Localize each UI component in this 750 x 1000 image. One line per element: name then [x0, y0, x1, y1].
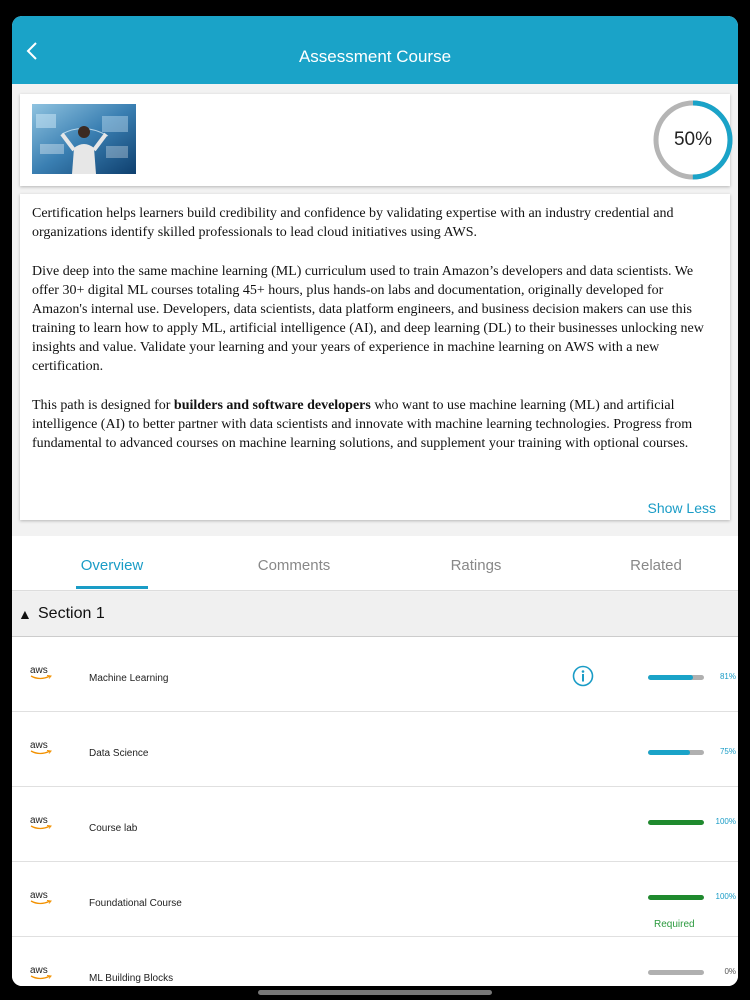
progress-percent-label: 100%	[715, 817, 736, 826]
logo-text: aws	[30, 665, 48, 676]
nav-header	[12, 16, 738, 84]
course-summary-card	[20, 94, 730, 186]
progress-bar	[648, 750, 704, 755]
tab-bar	[12, 536, 738, 591]
app-screen	[12, 16, 738, 986]
description-text: who want to use machine learning (ML) and artificial intelligence (AI) to better partner with data scientists and innovate with machine learning technologies. Progress from fundamental to advanced courses on machine learning solutions, and supplement your training with optional courses.	[32, 398, 693, 451]
section-title: Section 1	[38, 605, 105, 622]
description-text: This path is designed for	[32, 398, 174, 413]
page-title: Assessment Course	[298, 47, 452, 66]
active-tab-indicator	[76, 586, 148, 589]
item-title: Data Science	[89, 748, 149, 759]
description-bold-text: builders and software developers	[173, 398, 371, 413]
tab-comments[interactable]: Comments	[257, 557, 331, 574]
aws-logo-icon	[30, 965, 60, 985]
progress-bar	[648, 970, 704, 975]
logo-text: aws	[30, 740, 48, 751]
tab-related[interactable]: Related	[630, 557, 682, 574]
section-header[interactable]	[12, 592, 738, 637]
tab-overview[interactable]: Overview	[80, 557, 144, 574]
progress-bar	[648, 675, 704, 680]
tab-ratings[interactable]: Ratings	[450, 557, 502, 574]
list-item[interactable]	[12, 712, 738, 787]
progress-percent: 50%	[673, 129, 713, 150]
progress-percent-label: 75%	[719, 747, 736, 756]
logo-text: aws	[30, 965, 48, 976]
progress-bar	[648, 820, 704, 825]
aws-logo-icon	[30, 890, 60, 910]
item-title: ML Building Blocks	[89, 973, 174, 984]
collapse-triangle-icon: ▲	[18, 606, 32, 622]
item-title: Course lab	[89, 823, 138, 834]
aws-logo-icon	[30, 740, 60, 760]
show-less-link[interactable]: Show Less	[647, 500, 716, 516]
progress-percent-label: 100%	[715, 892, 736, 901]
progress-bar-fill	[648, 750, 690, 755]
logo-text: aws	[30, 890, 48, 901]
item-title: Foundational Course	[89, 898, 182, 909]
course-item-list	[12, 637, 738, 986]
progress-bar-fill	[648, 895, 704, 900]
list-item[interactable]	[12, 862, 738, 937]
info-icon[interactable]	[572, 665, 594, 687]
progress-bar-fill	[648, 675, 693, 680]
description-paragraph-3	[32, 396, 718, 453]
back-chevron-icon[interactable]	[22, 40, 44, 62]
progress-bar-fill	[648, 820, 704, 825]
progress-percent-label: 0%	[724, 967, 736, 976]
course-description-card	[20, 194, 730, 520]
list-item[interactable]	[12, 937, 738, 986]
item-title: Machine Learning	[89, 673, 169, 684]
aws-logo-icon	[30, 815, 60, 835]
description-paragraph-2: Dive deep into the same machine learning (ML) curriculum used to train Amazon’s developers and data scientists. We offer 30+ digital ML courses totaling 45+ hours, plus hands-on labs and documentation, originally developed for Amazon's internal use. Developers, data scientists, data platform engineers, and business decision makers can use this training to learn how to apply ML, artificial intelligence (AI), and deep learning (DL) to their businesses unlocking new insights and value. Validate your learning and your years of experience in machine learning on AWS with a new certification.	[32, 264, 704, 374]
logo-text: aws	[30, 815, 48, 826]
list-item[interactable]	[12, 787, 738, 862]
progress-bar	[648, 895, 704, 900]
list-item[interactable]	[12, 637, 738, 712]
home-indicator	[258, 990, 492, 995]
course-thumbnail-image	[32, 104, 136, 174]
aws-logo-icon	[30, 665, 60, 685]
description-paragraph-1: Certification helps learners build credibility and confidence by validating expertise with an industry credential and organizations identify skilled professionals to lead cloud initiatives using AWS.	[32, 206, 674, 240]
required-label: Required	[654, 919, 695, 930]
progress-percent-label: 81%	[719, 672, 736, 681]
